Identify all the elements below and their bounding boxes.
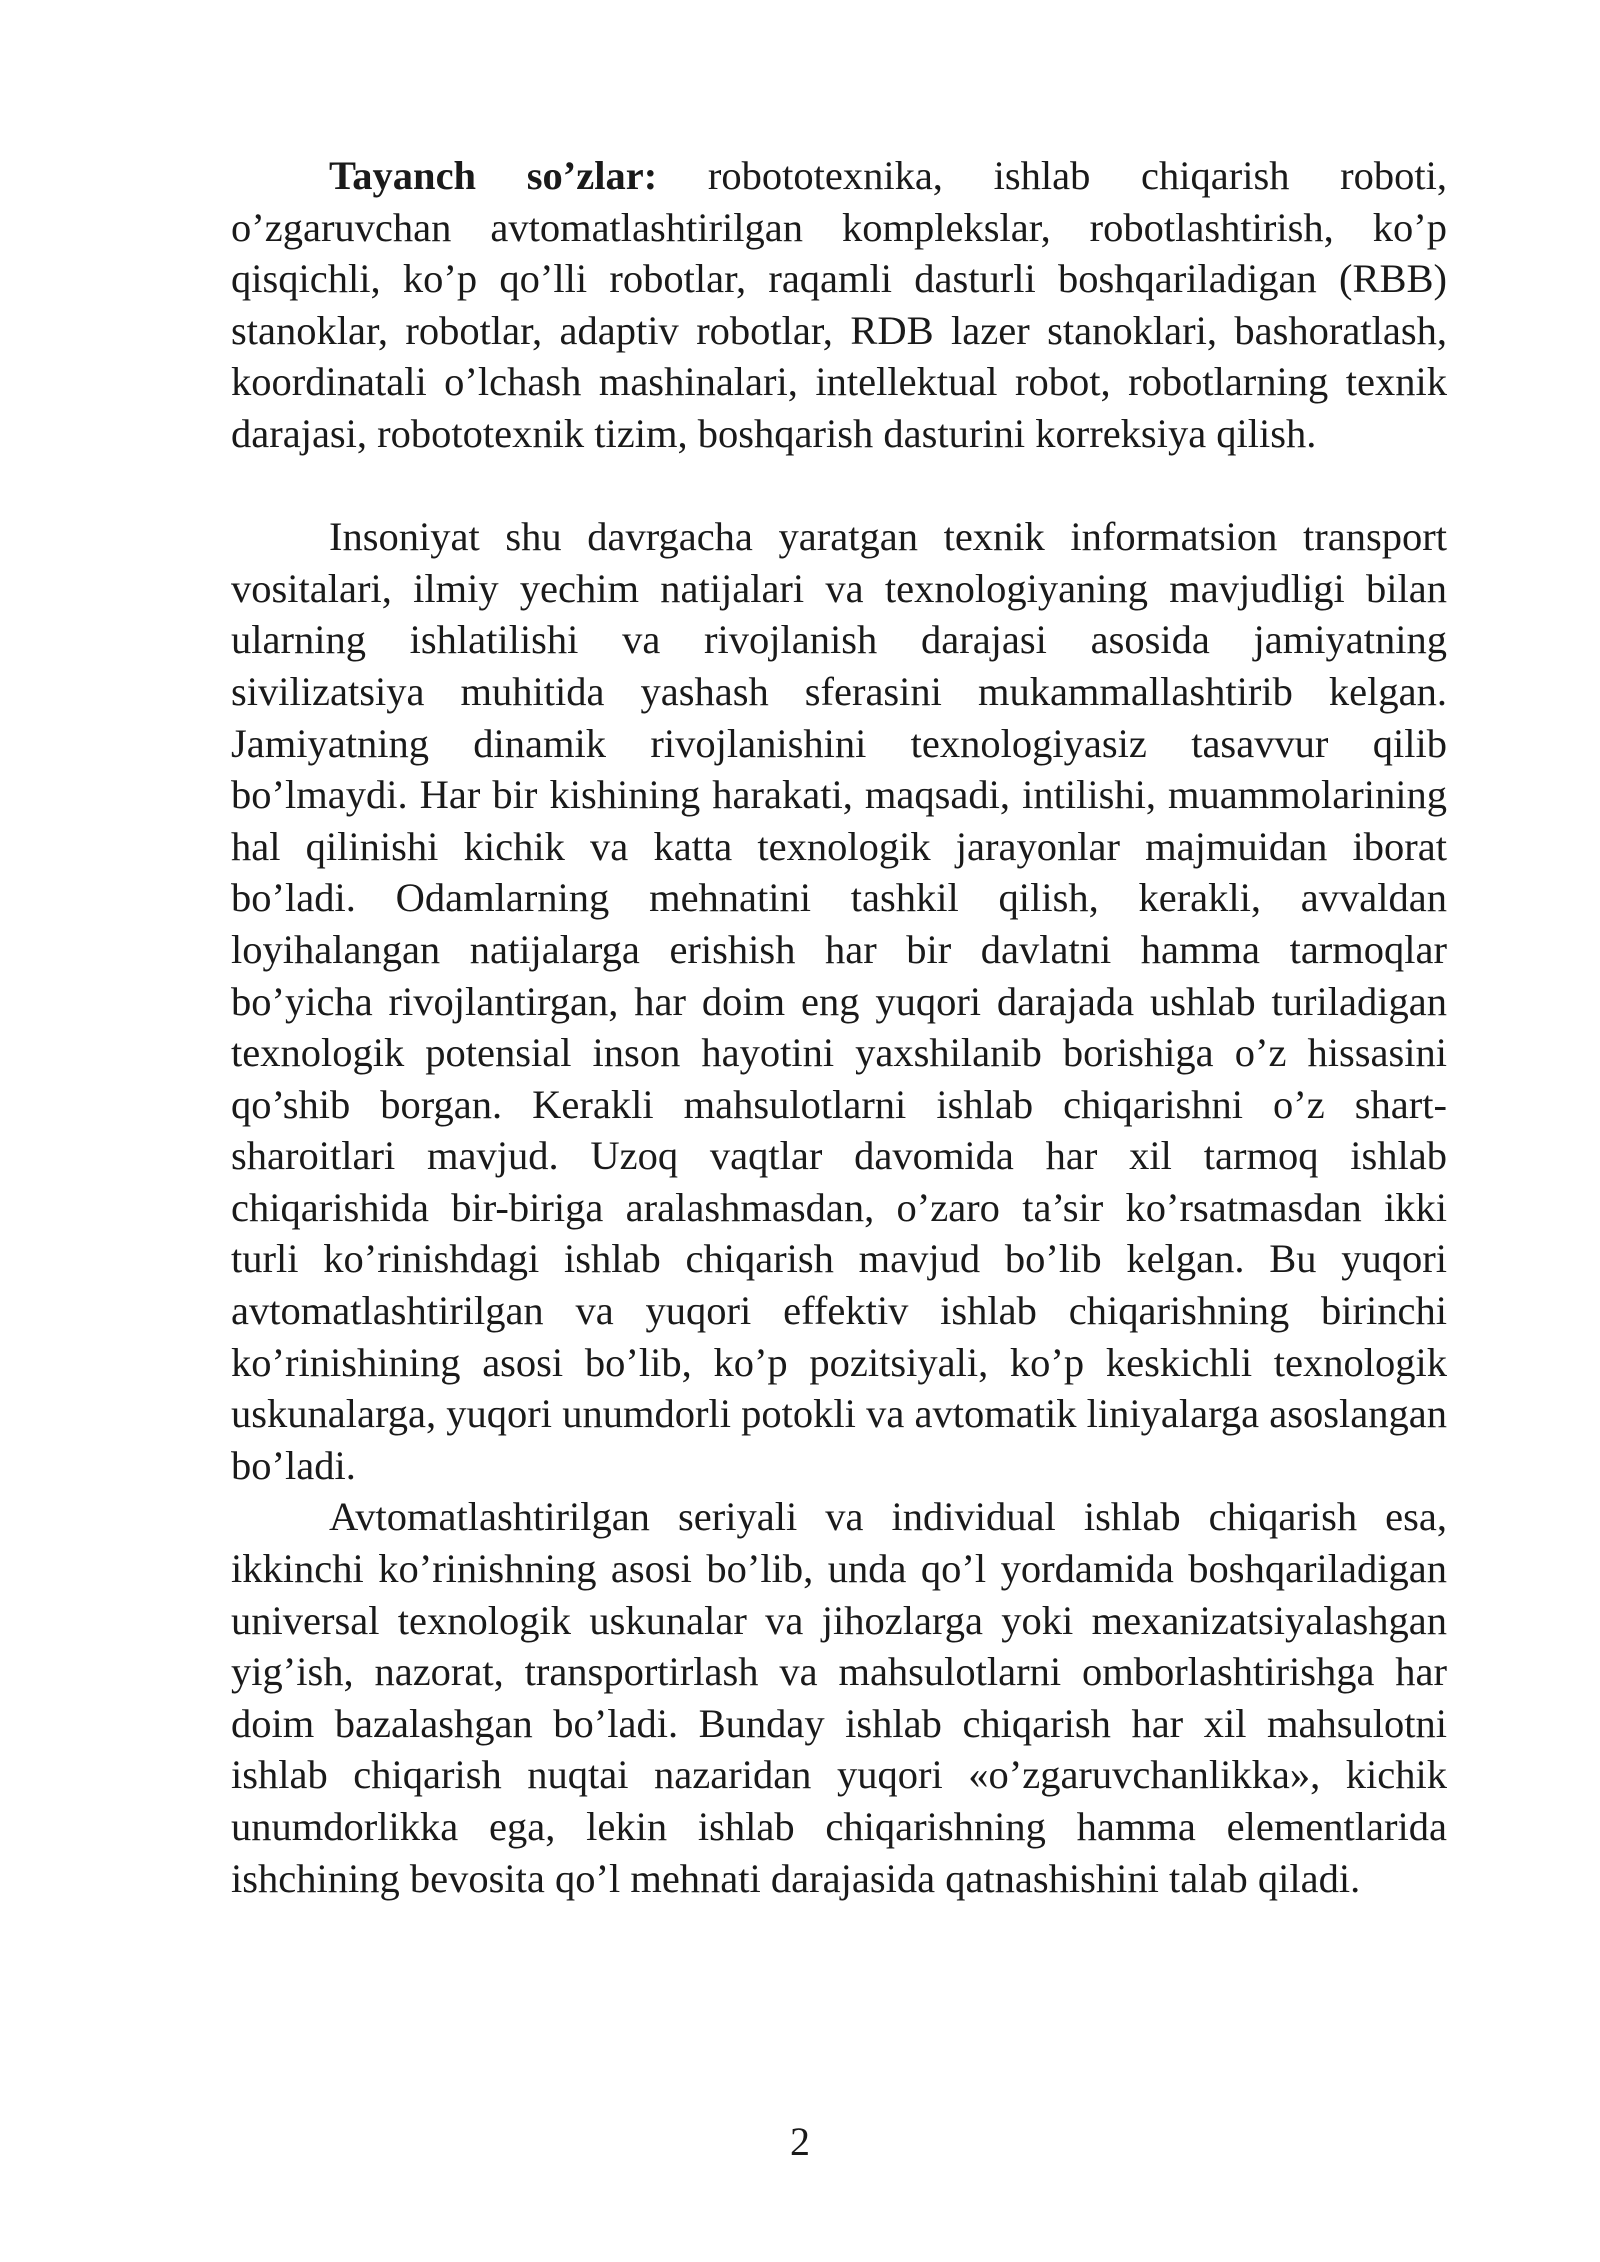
keywords-paragraph bbox=[231, 150, 1447, 460]
page-number: 2 bbox=[790, 2119, 810, 2164]
keywords-text: robototexnika, ishlab chiqarish roboti, o’zgaruvchan avtomatlashtirilgan komplekslar, robotlashtirish, ko’p qisqichli, ko’p qo’lli robotlar, raqamli dasturli boshqariladigan (RBB) stanoklar, robotlar, adaptiv robotlar, RDB lazer stanoklari, bashoratlash, koordinatali o’lchash mashinalari, intellektual robot, robotlarning texnik darajasi, robototexnik tizim, boshqarish dasturini korreksiya qilish. bbox=[231, 153, 1447, 456]
keywords-label: Tayanch so’zlar: bbox=[329, 153, 658, 198]
body-paragraph-2: Avtomatlashtirilgan seriyali va individual ishlab chiqarish esa, ikkinchi ko’rinishning asosi bo’lib, unda qo’l yordamida boshqariladigan universal texnologik uskunalar va jihozlarga yoki mexanizatsiyalashgan yig’ish, nazorat, transportirlash va mahsulotlarni omborlashtirishga har doim bazalashgan bo’ladi. Bunday ishlab chiqarish har xil mahsulotni ishlab chiqarish nuqtai nazaridan yuqori «o’zgaruvchanlikka», kichik unumdorlikka ega, lekin ishlab chiqarishning hamma elementlarida ishchining bevosita qo’l mehnati darajasida qatnashishini talab qiladi. bbox=[231, 1494, 1447, 1901]
document-page bbox=[231, 150, 1447, 1904]
body-paragraph-1: Insoniyat shu davrgacha yaratgan texnik informatsion transport vositalari, ilmiy yechim natijalari va texnologiyaning mavjudligi bilan ularning ishlatilishi va rivojlanish darajasi asosida jamiyatning sivilizatsiya muhitida yashash sferasini mukammallashtirib kelgan. Jamiyatning dinamik rivojlanishini texnologiyasiz tasavvur qilib bo’lmaydi. Har bir kishining harakati, maqsadi, intilishi, muammolarining hal qilinishi kichik va katta texnologik jarayonlar majmuidan iborat bo’ladi. Odamlarning mehnatini tashkil qilish, kerakli, avvaldan loyihalangan natijalarga erishish har bir davlatni hamma tarmoqlar bo’yicha rivojlantirgan, har doim eng yuqori darajada ushlab turiladigan texnologik potensial inson hayotini yaxshilanib borishiga o’z hissasini qo’shib borgan. Kerakli mahsulotlarni ishlab chiqarishni o’z shart-sharoitlari mavjud. Uzoq vaqtlar davomida har xil tarmoq ishlab chiqarishida bir-biriga aralashmasdan, o’zaro ta’sir ko’rsatmasdan ikki turli ko’rinishdagi ishlab chiqarish mavjud bo’lib kelgan. Bu yuqori avtomatlashtirilgan va yuqori effektiv ishlab chiqarishning birinchi ko’rinishining asosi bo’lib, ko’p pozitsiyali, ko’p keskichli texnologik uskunalarga, yuqori unumdorli potokli va avtomatik liniyalarga asoslangan bo’ladi. bbox=[231, 514, 1447, 1488]
